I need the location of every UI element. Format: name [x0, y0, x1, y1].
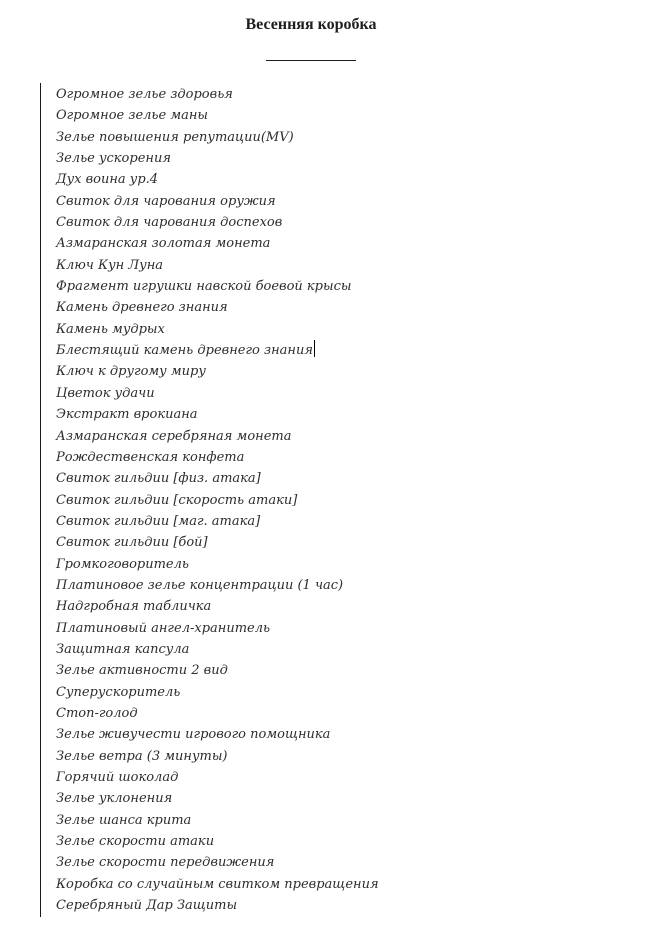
list-item	[56, 511, 379, 532]
list-item	[56, 276, 379, 297]
list-item	[56, 468, 379, 489]
list-item-label: Зелье скорости передвижения	[56, 855, 275, 871]
list-item-label: Свиток гильдии [физ. атака]	[56, 471, 261, 487]
list-item-label: Зелье ускорения	[56, 151, 171, 167]
list-item	[56, 874, 379, 895]
list-item-label: Азмаранская золотая монета	[56, 236, 271, 252]
list-item-label: Рождественская конфета	[56, 449, 245, 465]
list-item-label: Громкоговоритель	[56, 556, 189, 572]
list-item	[56, 148, 379, 169]
list-item	[56, 895, 379, 916]
list-item-label: Зелье повышения репутации(MV)	[56, 129, 294, 145]
item-list[interactable]	[56, 84, 379, 916]
list-item-label: Зелье скорости атаки	[56, 834, 215, 850]
list-item-label: Зелье шанса крита	[56, 812, 192, 828]
list-item-label: Дух воина ур.4	[56, 172, 159, 188]
list-item-label: Фрагмент игрушки навской боевой крысы	[56, 279, 352, 295]
list-item	[56, 724, 379, 745]
list-item-label: Зелье ветра (3 минуты)	[56, 748, 228, 764]
list-item	[56, 404, 379, 425]
list-item	[56, 255, 379, 276]
list-item	[56, 810, 379, 831]
list-item-label: Цветок удачи	[56, 385, 155, 401]
list-item-label: Защитная капсула	[56, 641, 190, 657]
list-item-label: Зелье уклонения	[56, 791, 173, 807]
list-item	[56, 831, 379, 852]
list-item	[56, 212, 379, 233]
list-item	[56, 191, 379, 212]
list-item	[56, 660, 379, 681]
list-item	[56, 852, 379, 873]
list-item-label: Огромное зелье маны	[56, 108, 209, 124]
list-item-label: Свиток для чарования доспехов	[56, 215, 283, 231]
list-item-label: Блестящий камень древнего знания	[56, 343, 313, 359]
list-item-label: Платиновое зелье концентрации (1 час)	[56, 577, 344, 593]
list-item-label: Свиток для чарования оружия	[56, 193, 276, 209]
list-item	[56, 127, 379, 148]
list-item-label: Стоп-голод	[56, 705, 138, 721]
list-item	[56, 767, 379, 788]
list-item	[56, 596, 379, 617]
list-item	[56, 105, 379, 126]
list-item	[56, 618, 379, 639]
list-item	[56, 233, 379, 254]
list-item	[56, 340, 379, 361]
list-item	[56, 639, 379, 660]
list-item-label: Серебряный Дар Защиты	[56, 898, 238, 914]
list-item-label: Огромное зелье здоровья	[56, 87, 233, 102]
list-item-label: Надгробная табличка	[56, 599, 212, 615]
list-item-label: Зелье живучести игрового помощника	[56, 727, 331, 743]
list-item	[56, 426, 379, 447]
list-item-label: Свиток гильдии [маг. атака]	[56, 513, 261, 529]
list-item	[56, 447, 379, 468]
list-item	[56, 490, 379, 511]
list-item-label: Экстракт врокиана	[56, 407, 198, 423]
list-item-label: Ключ к другому миру	[56, 364, 206, 380]
list-item-label: Суперускоритель	[56, 684, 181, 700]
list-item	[56, 383, 379, 404]
list-item-label: Камень мудрых	[56, 321, 165, 337]
list-item-label: Азмаранская серебряная монета	[56, 428, 292, 444]
list-item-label: Свиток гильдии [бой]	[56, 535, 208, 551]
list-item-label: Платиновый ангел-хранитель	[56, 620, 271, 636]
list-item	[56, 703, 379, 724]
list-item	[56, 532, 379, 553]
list-item	[56, 361, 379, 382]
list-item-label: Коробка со случайным свитком превращения	[56, 876, 379, 892]
list-item	[56, 84, 379, 105]
list-item	[56, 682, 379, 703]
page-title: Весенняя коробка	[245, 16, 377, 33]
list-item	[56, 169, 379, 190]
list-item	[56, 554, 379, 575]
list-item-label: Свиток гильдии [скорость атаки]	[56, 492, 298, 508]
list-item	[56, 319, 379, 340]
list-item	[56, 297, 379, 318]
list-item-label: Камень древнего знания	[56, 300, 228, 316]
list-item-label: Ключ Кун Луна	[56, 257, 164, 273]
text-cursor	[314, 340, 315, 357]
list-item	[56, 746, 379, 767]
list-item	[56, 788, 379, 809]
list-item	[56, 575, 379, 596]
list-item-label: Зелье активности 2 вид	[56, 663, 228, 679]
title-divider	[266, 60, 356, 61]
blockquote-border	[40, 83, 41, 917]
list-item-label: Горячий шоколад	[56, 770, 179, 785]
